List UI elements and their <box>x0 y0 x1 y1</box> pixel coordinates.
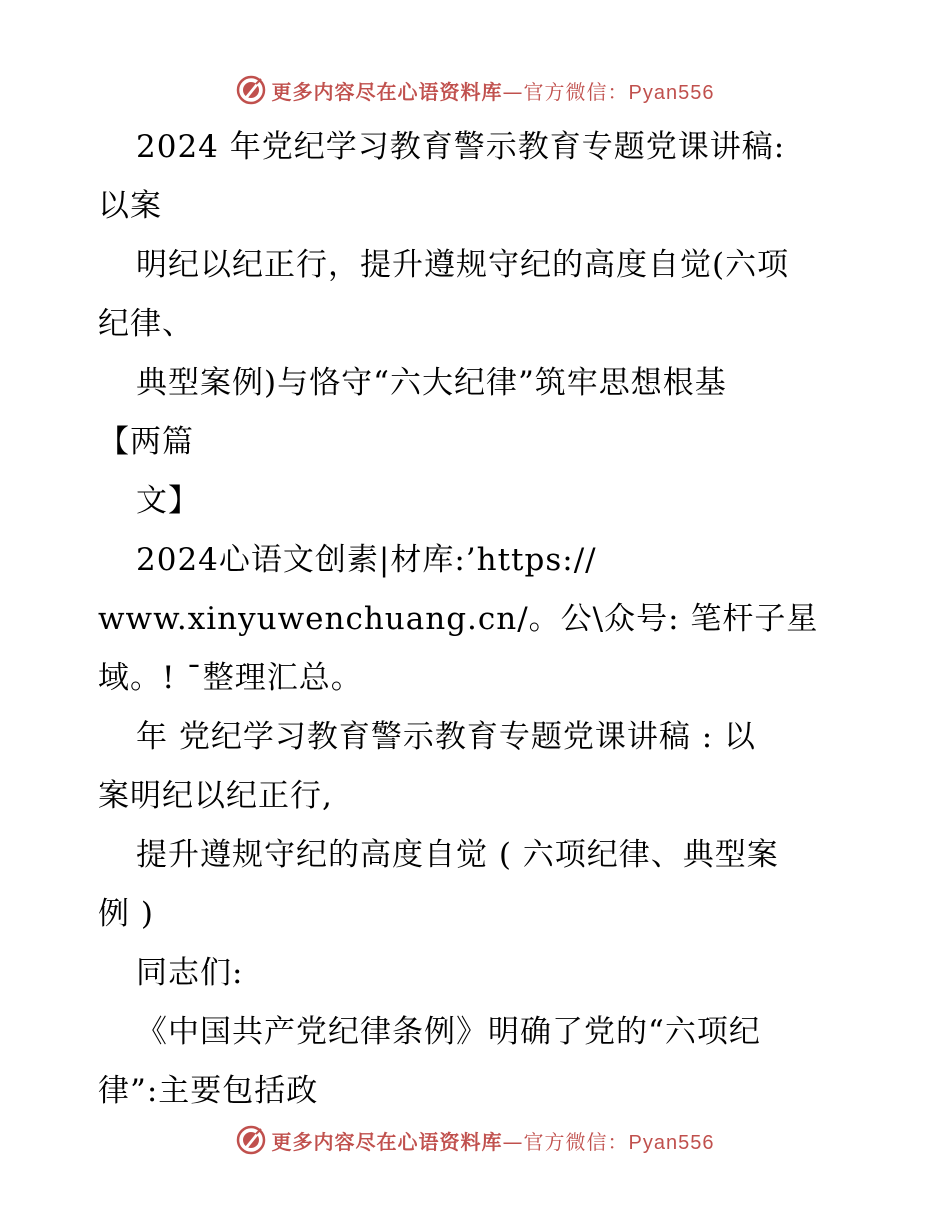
banner-wechat-label: 官方微信： <box>523 1129 629 1154</box>
quill-seal-icon <box>236 75 266 105</box>
text-line: 同志们: <box>136 955 244 991</box>
text-line: 年 党纪学习教育警示教育专题党课讲稿 : 以 <box>136 719 757 755</box>
text-line: 2024心语文创素|材库:’https:// <box>136 542 597 578</box>
text-line: 【两篇 <box>98 424 194 460</box>
banner-brand: 更多内容尽在心语资料库 <box>271 79 503 104</box>
text-line: www.xinyuwenchuang.cn/。公\众号: 笔杆子星 <box>98 601 819 637</box>
text-line: 文】 <box>136 483 200 519</box>
text-line: 《中国共产党纪律条例》明确了党的“六项纪 <box>136 1014 761 1050</box>
text-line: 典型案例)与恪守“六大纪律”筑牢思想根基 <box>136 365 727 401</box>
document-body <box>98 118 838 1121</box>
banner-brand: 更多内容尽在心语资料库 <box>271 1129 503 1154</box>
text-line: 2024 年党纪学习教育警示教育专题党课讲稿: <box>136 129 786 165</box>
banner-dash: — <box>502 79 524 104</box>
text-line: 提升遵规守纪的高度自觉 ( 六项纪律、典型案 <box>136 837 779 873</box>
banner-text <box>272 76 715 105</box>
text-line: 纪律、 <box>98 306 194 342</box>
text-line: 明纪以纪正行，提升遵规守纪的高度自觉(六项 <box>136 247 790 283</box>
quill-seal-icon <box>236 1125 266 1155</box>
text-line: 以案 <box>98 188 162 224</box>
text-line: 例 ) <box>98 896 154 932</box>
banner-text <box>272 1126 715 1155</box>
banner-wechat-handle: Pyan556 <box>628 81 715 104</box>
banner-dash: — <box>502 1129 524 1154</box>
header-banner <box>0 70 950 110</box>
text-line: 案明纪以纪正行, <box>98 778 333 814</box>
text-line: 律”:主要包括政 <box>98 1073 319 1109</box>
banner-wechat-handle: Pyan556 <box>628 1131 715 1154</box>
banner-wechat-label: 官方微信： <box>523 79 629 104</box>
footer-banner <box>0 1120 950 1160</box>
text-line: 域。! ¯整理汇总。 <box>98 660 363 696</box>
